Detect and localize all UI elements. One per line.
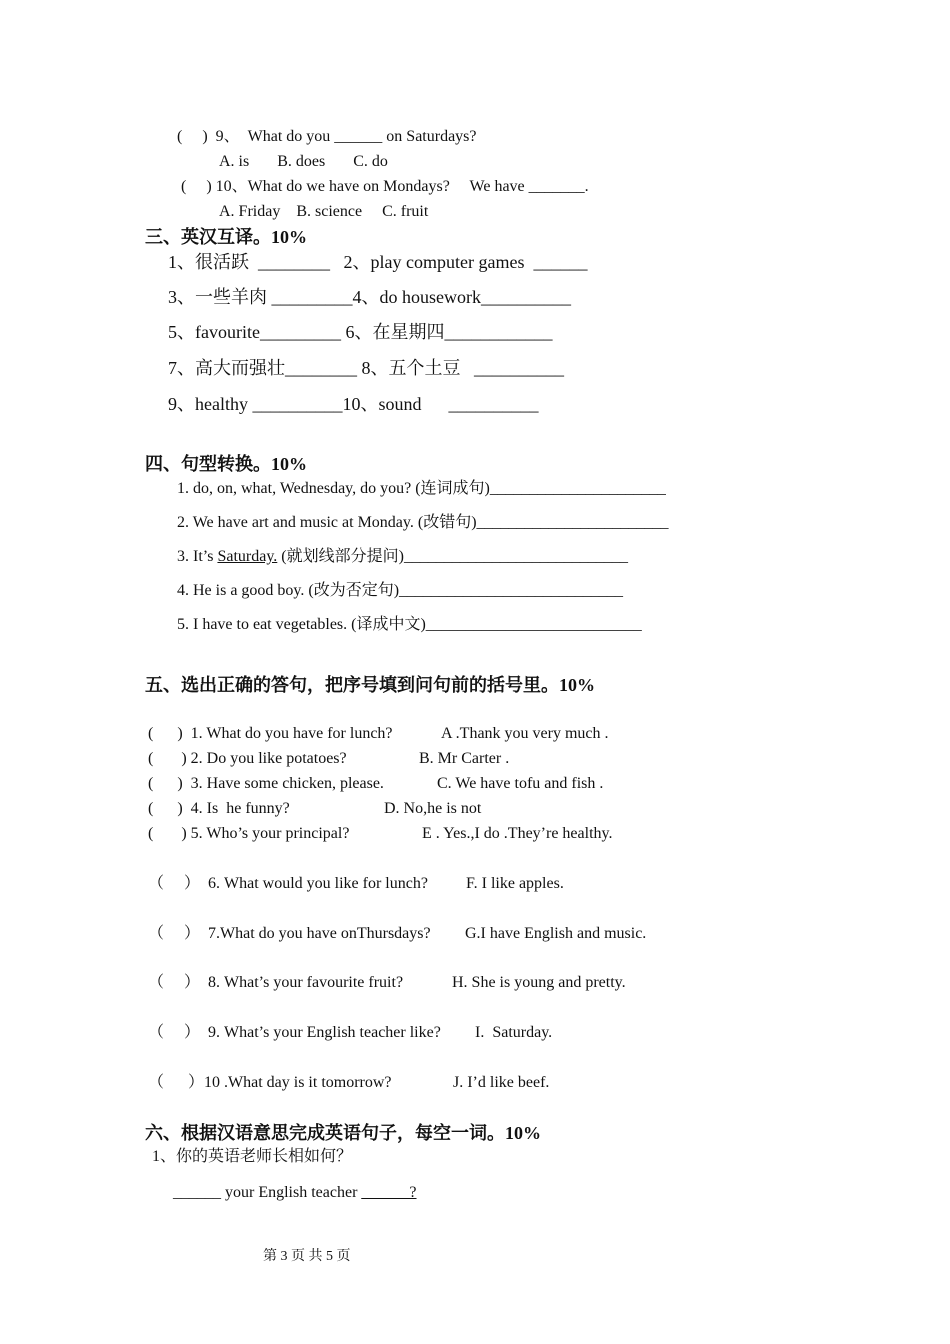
mc-options-10: A. Friday B. science C. fruit	[219, 203, 429, 220]
match-question-7: （ ） 7.What do you have onThursdays?	[148, 925, 431, 942]
translation-row-4: 7、高大而强壮________ 8、五个土豆 __________	[168, 358, 564, 378]
section6-heading: 六、根据汉语意思完成英语句子，每空一词。10%	[145, 1123, 541, 1143]
transform-item-3: 3. It’s Saturday. (就划线部分提问)____________________________	[177, 548, 628, 565]
page-footer: 第 3 页 共 5 页	[263, 1249, 351, 1264]
translation-row-3: 5、favourite_________ 6、在星期四____________	[168, 322, 553, 342]
mc-question-10: ( ) 10、What do we have on Mondays? We have _______.	[181, 178, 589, 195]
match-answer-h: H. She is young and pretty.	[452, 974, 626, 991]
section4-heading: 四、句型转换。10%	[145, 454, 307, 474]
section5-heading: 五、选出正确的答句，把序号填到问句前的括号里。10%	[145, 675, 595, 695]
match-question-8: （ ） 8. What’s your favourite fruit?	[148, 974, 404, 991]
match-question-2: ( ) 2. Do you like potatoes?	[148, 750, 347, 767]
translation-row-1: 1、很活跃 ________ 2、play computer games ______	[168, 252, 588, 272]
match-question-6: （ ） 6. What would you like for lunch?	[148, 875, 428, 892]
translation-row-5: 9、healthy __________10、sound __________	[168, 394, 539, 414]
match-answer-b: B. Mr Carter .	[419, 750, 510, 767]
transform-item-1: 1. do, on, what, Wednesday, do you? (连词成句)______________________	[177, 480, 666, 497]
match-answer-j: J. I’d like beef.	[453, 1074, 550, 1091]
match-answer-f: F. I like apples.	[466, 875, 564, 892]
translation-row-2: 3、一些羊肉 _________4、do housework__________	[168, 287, 571, 307]
match-answer-e: E . Yes.,I do .They’re healthy.	[422, 825, 613, 842]
sentence-item-1-chinese: 1、你的英语老师长相如何？	[152, 1148, 353, 1165]
match-question-3: ( ) 3. Have some chicken, please.	[148, 775, 384, 792]
match-answer-i: I. Saturday.	[475, 1024, 553, 1041]
mc-question-9: ( ) 9、 What do you ______ on Saturdays?	[177, 128, 477, 145]
match-question-4: ( ) 4. Is he funny?	[148, 800, 290, 817]
match-question-1: ( ) 1. What do you have for lunch?	[148, 725, 393, 742]
match-answer-d: D. No,he is not	[384, 800, 482, 817]
match-question-5: ( ) 5. Who’s your principal?	[148, 825, 350, 842]
match-answer-g: G.I have English and music.	[465, 925, 647, 942]
transform-item-5: 5. I have to eat vegetables. (译成中文)___________________________	[177, 616, 642, 633]
underlined-word: Saturday.	[217, 548, 278, 565]
match-answer-a: A .Thank you very much .	[441, 725, 609, 742]
sentence-item-1-english: ______ your English teacher ______?	[173, 1184, 417, 1201]
mc-options-9: A. is B. does C. do	[219, 153, 388, 170]
transform-item-4: 4. He is a good boy. (改为否定句)____________________________	[177, 582, 624, 599]
section3-heading: 三、英汉互译。10%	[145, 227, 307, 247]
match-question-9: （ ） 9. What’s your English teacher like?	[148, 1024, 441, 1041]
match-question-10: （ ）10 .What day is it tomorrow?	[148, 1074, 392, 1091]
match-answer-c: C. We have tofu and fish .	[437, 775, 604, 792]
transform-item-2: 2. We have art and music at Monday. (改错句)________________________	[177, 514, 669, 531]
